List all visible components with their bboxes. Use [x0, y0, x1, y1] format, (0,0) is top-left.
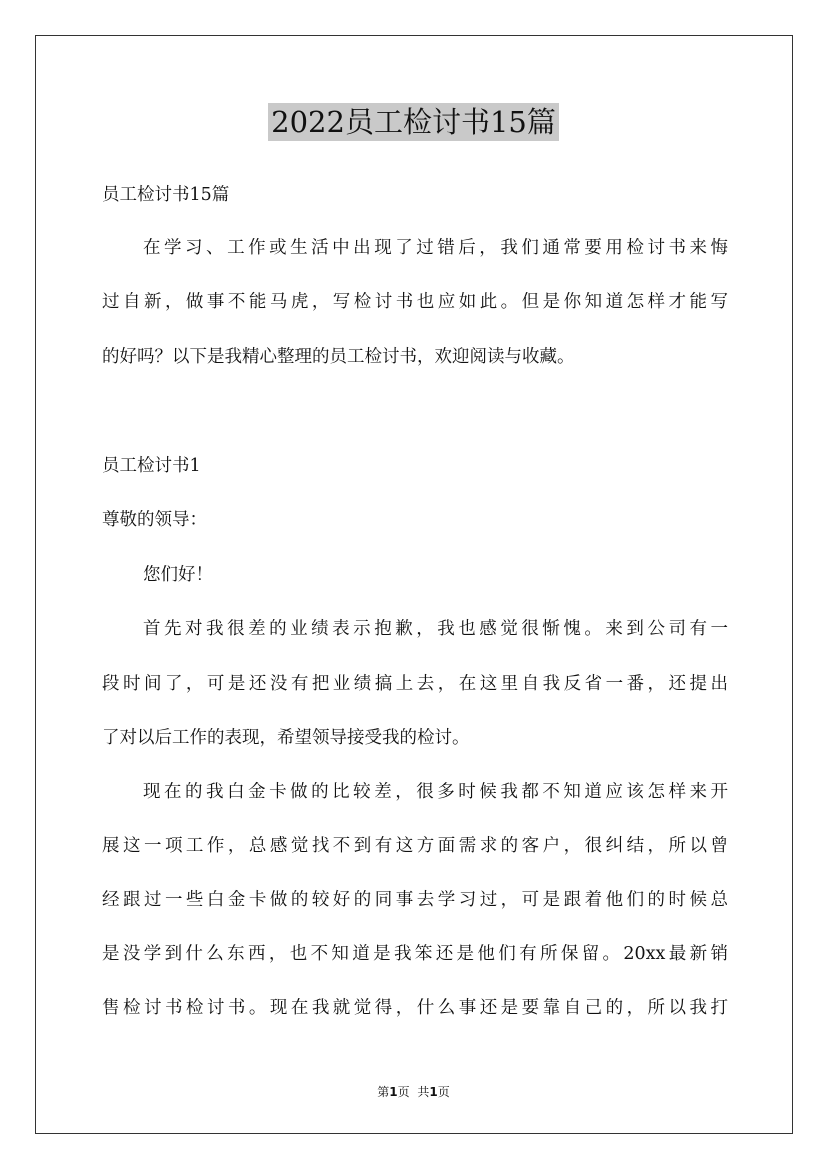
footer-prefix: 第 — [377, 1085, 390, 1099]
intro-line-2: 过自新，做事不能马虎，写检讨书也应如此。但是你知道怎样才能写 — [102, 292, 728, 312]
title-container — [0, 103, 827, 141]
footer-page-number: 1 — [389, 1085, 398, 1099]
paragraph1-line-3: 了对以后工作的表现，希望领导接受我的检讨。 — [102, 728, 470, 748]
page-footer — [0, 1084, 827, 1100]
footer-page-suffix: 页 — [397, 1085, 410, 1099]
document-title: 2022员工检讨书15篇 — [268, 103, 559, 141]
paragraph1-line-2: 段时间了，可是还没有把业绩搞上去，在这里自我反省一番，还提出 — [102, 674, 728, 694]
intro-line-3: 的好吗？以下是我精心整理的员工检讨书，欢迎阅读与收藏。 — [102, 347, 575, 367]
paragraph2-line-2: 展这一项工作，总感觉找不到有这方面需求的客户，很纠结，所以曾 — [102, 836, 728, 856]
salutation: 尊敬的领导： — [102, 510, 207, 530]
document-subtitle: 员工检讨书15篇 — [102, 185, 230, 205]
paragraph2-line-3: 经跟过一些白金卡做的较好的同事去学习过，可是跟着他们的时候总 — [102, 890, 728, 910]
intro-line-1: 在学习、工作或生活中出现了过错后，我们通常要用检讨书来悔 — [143, 238, 728, 258]
paragraph2-line-5: 售检讨书检讨书。现在我就觉得，什么事还是要靠自己的，所以我打 — [102, 998, 728, 1018]
paragraph1-line-1: 首先对我很差的业绩表示抱歉，我也感觉很惭愧。来到公司有一 — [143, 619, 728, 639]
section-heading: 员工检讨书1 — [102, 456, 201, 476]
paragraph2-line-1: 现在的我白金卡做的比较差，很多时候我都不知道应该怎样来开 — [143, 782, 728, 802]
paragraph2-line-4: 是没学到什么东西，也不知道是我笨还是他们有所保留。20xx最新销 — [102, 944, 728, 964]
footer-total-pages: 1 — [429, 1085, 438, 1099]
footer-total-suffix: 页 — [437, 1085, 450, 1099]
footer-total-prefix: 共 — [417, 1085, 430, 1099]
greeting: 您们好！ — [143, 565, 213, 585]
